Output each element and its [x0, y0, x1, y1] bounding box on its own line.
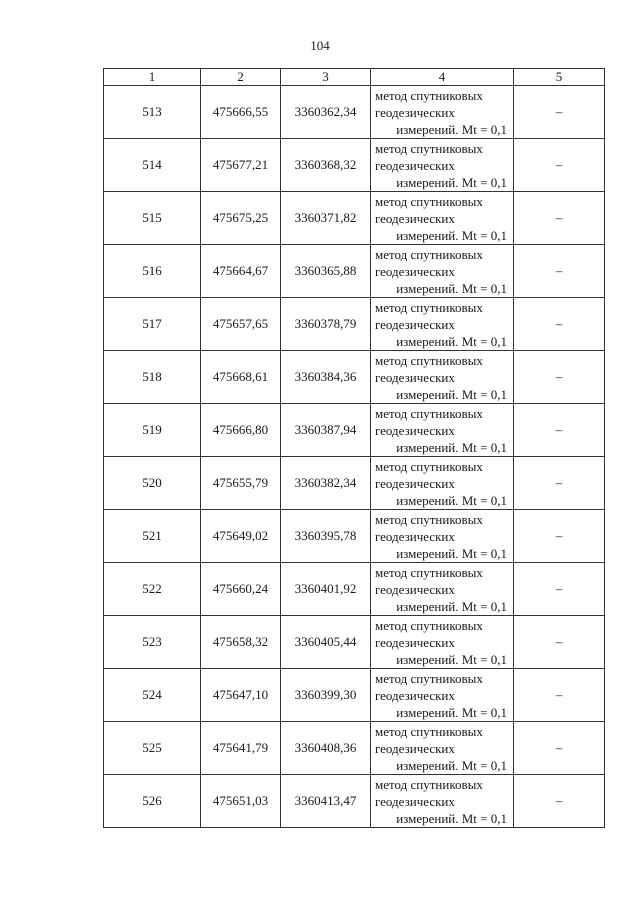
- point-number: 521: [104, 510, 201, 563]
- note-cell: –: [514, 404, 605, 457]
- coord-y: 3360413,47: [281, 775, 371, 828]
- method-line-2: геодезических: [375, 740, 455, 756]
- method-line-3: измерений. Mt = 0,1: [396, 810, 507, 826]
- coord-x: 475641,79: [201, 722, 281, 775]
- method-line-1: метод спутниковых: [375, 87, 483, 103]
- method-line-2: геодезических: [375, 634, 455, 650]
- note-cell: –: [514, 775, 605, 828]
- point-number: 518: [104, 351, 201, 404]
- method-cell: [371, 192, 514, 245]
- note-cell: –: [514, 245, 605, 298]
- point-number: 514: [104, 139, 201, 192]
- method-line-2: геодезических: [375, 793, 455, 809]
- coord-y: 3360405,44: [281, 616, 371, 669]
- header-col-1: 1: [104, 69, 201, 86]
- method-line-1: метод спутниковых: [375, 193, 483, 209]
- method-line-3: измерений. Mt = 0,1: [396, 757, 507, 773]
- method-line-3: измерений. Mt = 0,1: [396, 704, 507, 720]
- table-row: [104, 245, 605, 298]
- note-cell: –: [514, 510, 605, 563]
- note-cell: –: [514, 351, 605, 404]
- note-cell: –: [514, 457, 605, 510]
- point-number: 524: [104, 669, 201, 722]
- coord-y: 3360395,78: [281, 510, 371, 563]
- point-number: 519: [104, 404, 201, 457]
- coord-y: 3360387,94: [281, 404, 371, 457]
- coord-x: 475649,02: [201, 510, 281, 563]
- method-cell: [371, 298, 514, 351]
- method-line-3: измерений. Mt = 0,1: [396, 598, 507, 614]
- header-col-5: 5: [514, 69, 605, 86]
- point-number: 526: [104, 775, 201, 828]
- coord-x: 475664,67: [201, 245, 281, 298]
- method-line-3: измерений. Mt = 0,1: [396, 492, 507, 508]
- note-cell: –: [514, 563, 605, 616]
- method-line-2: геодезических: [375, 422, 455, 438]
- coord-x: 475657,65: [201, 298, 281, 351]
- point-number: 522: [104, 563, 201, 616]
- method-line-3: измерений. Mt = 0,1: [396, 439, 507, 455]
- method-line-3: измерений. Mt = 0,1: [396, 280, 507, 296]
- method-cell: [371, 616, 514, 669]
- method-line-3: измерений. Mt = 0,1: [396, 651, 507, 667]
- coord-x: 475647,10: [201, 669, 281, 722]
- method-line-3: измерений. Mt = 0,1: [396, 227, 507, 243]
- coord-y: 3360401,92: [281, 563, 371, 616]
- method-cell: [371, 351, 514, 404]
- method-cell: [371, 404, 514, 457]
- method-line-1: метод спутниковых: [375, 776, 483, 792]
- point-number: 513: [104, 86, 201, 139]
- method-line-1: метод спутниковых: [375, 352, 483, 368]
- method-line-3: измерений. Mt = 0,1: [396, 174, 507, 190]
- method-cell: [371, 510, 514, 563]
- coord-y: 3360378,79: [281, 298, 371, 351]
- point-number: 523: [104, 616, 201, 669]
- point-number: 517: [104, 298, 201, 351]
- table-row: [104, 775, 605, 828]
- table-row: [104, 457, 605, 510]
- method-line-1: метод спутниковых: [375, 617, 483, 633]
- method-cell: [371, 775, 514, 828]
- method-line-1: метод спутниковых: [375, 299, 483, 315]
- table-row: [104, 669, 605, 722]
- method-line-2: геодезических: [375, 687, 455, 703]
- coordinates-table: [103, 68, 605, 828]
- coord-x: 475658,32: [201, 616, 281, 669]
- table-row: [104, 404, 605, 457]
- method-line-3: измерений. Mt = 0,1: [396, 386, 507, 402]
- note-cell: –: [514, 298, 605, 351]
- coord-y: 3360371,82: [281, 192, 371, 245]
- method-cell: [371, 457, 514, 510]
- method-line-3: измерений. Mt = 0,1: [396, 333, 507, 349]
- coord-x: 475675,25: [201, 192, 281, 245]
- method-cell: [371, 669, 514, 722]
- coord-y: 3360365,88: [281, 245, 371, 298]
- method-cell: [371, 245, 514, 298]
- coord-y: 3360382,34: [281, 457, 371, 510]
- coord-y: 3360368,32: [281, 139, 371, 192]
- header-row: [104, 69, 605, 86]
- coord-x: 475666,80: [201, 404, 281, 457]
- method-line-2: геодезических: [375, 581, 455, 597]
- note-cell: –: [514, 86, 605, 139]
- method-cell: [371, 563, 514, 616]
- method-line-1: метод спутниковых: [375, 670, 483, 686]
- method-line-2: геодезических: [375, 157, 455, 173]
- method-line-3: измерений. Mt = 0,1: [396, 545, 507, 561]
- note-cell: –: [514, 616, 605, 669]
- header-col-3: 3: [281, 69, 371, 86]
- method-line-1: метод спутниковых: [375, 564, 483, 580]
- method-line-1: метод спутниковых: [375, 246, 483, 262]
- coord-x: 475660,24: [201, 563, 281, 616]
- table-row: [104, 563, 605, 616]
- note-cell: –: [514, 722, 605, 775]
- method-cell: [371, 722, 514, 775]
- table-row: [104, 86, 605, 139]
- coord-y: 3360384,36: [281, 351, 371, 404]
- method-cell: [371, 86, 514, 139]
- table-row: [104, 616, 605, 669]
- table-row: [104, 139, 605, 192]
- note-cell: –: [514, 192, 605, 245]
- table-row: [104, 192, 605, 245]
- method-line-1: метод спутниковых: [375, 140, 483, 156]
- table-row: [104, 298, 605, 351]
- note-cell: –: [514, 669, 605, 722]
- coord-y: 3360362,34: [281, 86, 371, 139]
- coord-x: 475651,03: [201, 775, 281, 828]
- method-line-1: метод спутниковых: [375, 405, 483, 421]
- coord-x: 475668,61: [201, 351, 281, 404]
- coord-y: 3360399,30: [281, 669, 371, 722]
- method-line-1: метод спутниковых: [375, 723, 483, 739]
- table-row: [104, 722, 605, 775]
- method-line-2: геодезических: [375, 528, 455, 544]
- point-number: 520: [104, 457, 201, 510]
- point-number: 516: [104, 245, 201, 298]
- method-line-1: метод спутниковых: [375, 511, 483, 527]
- page-number: 104: [310, 38, 330, 53]
- table-row: [104, 510, 605, 563]
- point-number: 515: [104, 192, 201, 245]
- coord-y: 3360408,36: [281, 722, 371, 775]
- header-col-2: 2: [201, 69, 281, 86]
- coord-x: 475677,21: [201, 139, 281, 192]
- method-line-2: геодезических: [375, 316, 455, 332]
- method-line-2: геодезических: [375, 369, 455, 385]
- method-line-2: геодезических: [375, 104, 455, 120]
- method-line-2: геодезических: [375, 210, 455, 226]
- coord-x: 475666,55: [201, 86, 281, 139]
- method-cell: [371, 139, 514, 192]
- table-row: [104, 351, 605, 404]
- method-line-2: геодезических: [375, 263, 455, 279]
- method-line-1: метод спутниковых: [375, 458, 483, 474]
- point-number: 525: [104, 722, 201, 775]
- coord-x: 475655,79: [201, 457, 281, 510]
- note-cell: –: [514, 139, 605, 192]
- method-line-3: измерений. Mt = 0,1: [396, 121, 507, 137]
- header-col-4: 4: [371, 69, 514, 86]
- method-line-2: геодезических: [375, 475, 455, 491]
